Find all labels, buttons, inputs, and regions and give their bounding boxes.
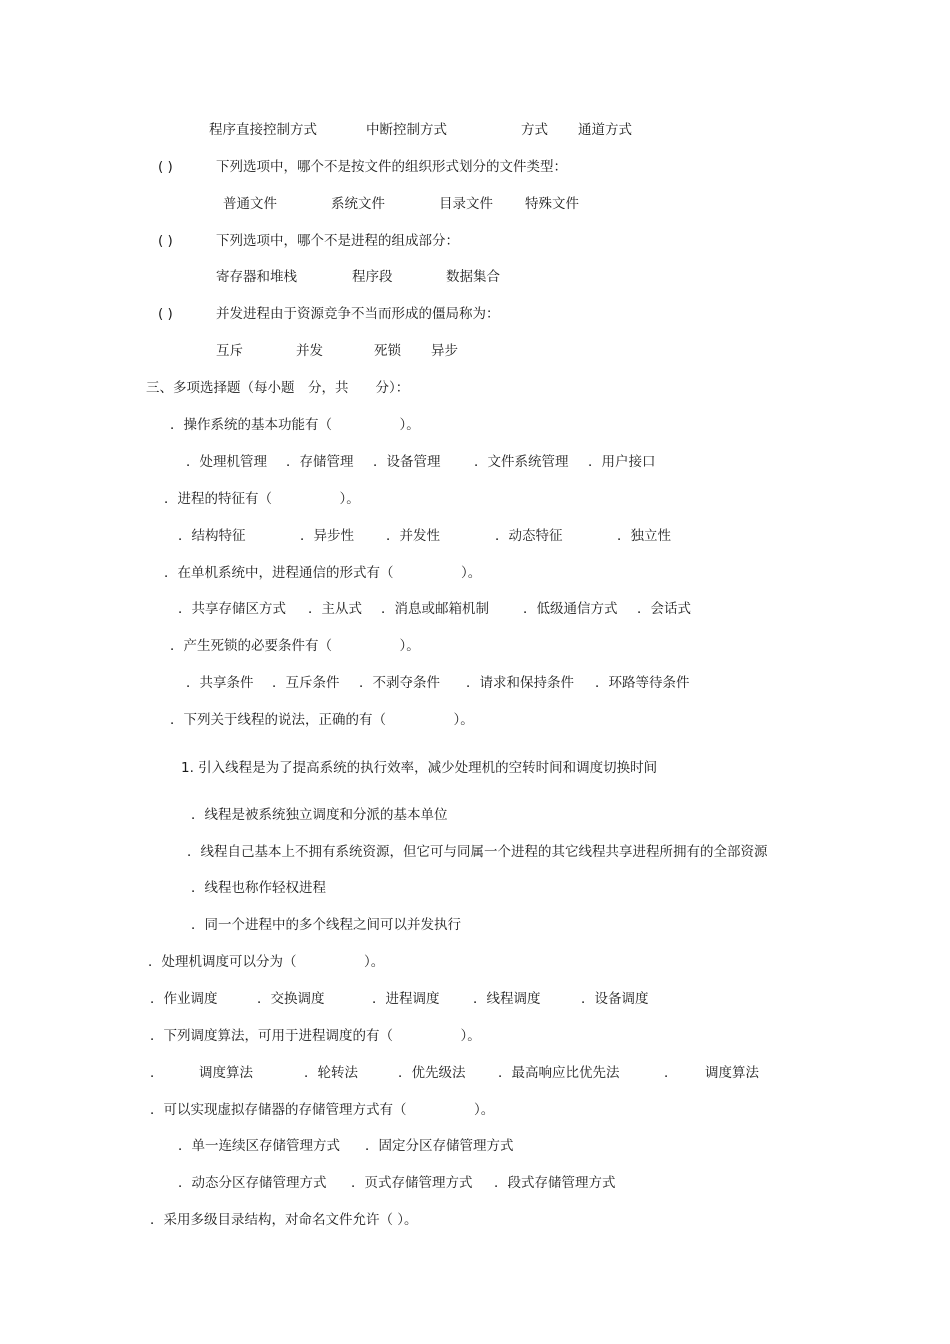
option-text: ．共享存储区方式 bbox=[178, 601, 286, 617]
question-text: 并发进程由于资源竞争不当而形成的僵局称为： bbox=[216, 306, 500, 322]
option-text: ．页式存储管理方式 bbox=[351, 1175, 473, 1191]
option-text: ．存储管理 bbox=[286, 454, 354, 470]
question-text: ．下列调度算法，可用于进程调度的有（ ）。 bbox=[150, 1028, 481, 1044]
option-text: ．单一连续区存储管理方式 bbox=[178, 1138, 340, 1154]
option-text: ．线程也称作轻权进程 bbox=[191, 880, 326, 896]
option-text: ．消息或邮箱机制 bbox=[381, 601, 489, 617]
option-text: 异步 bbox=[431, 343, 458, 359]
option-text: 寄存器和堆栈 bbox=[216, 269, 297, 285]
option-text: ．固定分区存储管理方式 bbox=[365, 1138, 514, 1154]
option-text: 普通文件 bbox=[223, 196, 277, 212]
option-text: 1. 引入线程是为了提高系统的执行效率，减少处理机的空转时间和调度切换时间 bbox=[181, 760, 658, 776]
question-text: ．处理机调度可以分为（ ）。 bbox=[148, 954, 385, 970]
option-text: 调度算法 bbox=[705, 1065, 759, 1081]
option-text: ．段式存储管理方式 bbox=[494, 1175, 616, 1191]
option-text: ．同一个进程中的多个线程之间可以并发执行 bbox=[191, 917, 461, 933]
option-text: ．处理机管理 bbox=[186, 454, 267, 470]
option-text: ．环路等待条件 bbox=[595, 675, 690, 691]
option-text: ．线程调度 bbox=[473, 991, 541, 1007]
option-text: 数据集合 bbox=[446, 269, 500, 285]
option-text: ．文件系统管理 bbox=[474, 454, 569, 470]
option-text: ．不剥夺条件 bbox=[359, 675, 440, 691]
option-text: 调度算法 bbox=[199, 1065, 253, 1081]
question-text: ．操作系统的基本功能有（ ）。 bbox=[170, 417, 420, 433]
option-text: 程序直接控制方式 bbox=[209, 122, 317, 138]
question-text: ．可以实现虚拟存储器的存储管理方式有（ ）。 bbox=[150, 1102, 495, 1118]
option-text: ．用户接口 bbox=[588, 454, 656, 470]
option-text: ．异步性 bbox=[300, 528, 354, 544]
question-text: ．进程的特征有（ ）。 bbox=[164, 491, 360, 507]
option-text: ．并发性 bbox=[386, 528, 440, 544]
option-text: ．设备调度 bbox=[581, 991, 649, 1007]
option-text: ．动态分区存储管理方式 bbox=[178, 1175, 327, 1191]
option-text: ．动态特征 bbox=[495, 528, 563, 544]
option-text: ．结构特征 bbox=[178, 528, 246, 544]
option-text: 系统文件 bbox=[331, 196, 385, 212]
option-text: ．线程自己基本上不拥有系统资源，但它可与同属一个进程的其它线程共享进程所拥有的全部资源 bbox=[187, 844, 768, 860]
option-text: ．作业调度 bbox=[150, 991, 218, 1007]
option-text: 死锁 bbox=[374, 343, 401, 359]
answer-paren: ( ) bbox=[158, 159, 173, 175]
option-text: ．优先级法 bbox=[398, 1065, 466, 1081]
question-text: 下列选项中，哪个不是按文件的组织形式划分的文件类型： bbox=[216, 159, 567, 175]
answer-paren: ( ) bbox=[158, 306, 173, 322]
option-text: 方式 bbox=[521, 122, 548, 138]
option-text: ．互斥条件 bbox=[272, 675, 340, 691]
option-text: 通道方式 bbox=[578, 122, 632, 138]
option-text: ．进程调度 bbox=[372, 991, 440, 1007]
option-text: ．线程是被系统独立调度和分派的基本单位 bbox=[191, 807, 448, 823]
question-text: ．采用多级目录结构，对命名文件允许（ ）。 bbox=[150, 1212, 418, 1228]
option-text: ．设备管理 bbox=[373, 454, 441, 470]
option-text: ．共享条件 bbox=[186, 675, 254, 691]
option-text: ．低级通信方式 bbox=[523, 601, 618, 617]
answer-paren: ( ) bbox=[158, 233, 173, 249]
option-text: 特殊文件 bbox=[525, 196, 579, 212]
option-text: ．轮转法 bbox=[304, 1065, 358, 1081]
option-text: ．主从式 bbox=[308, 601, 362, 617]
section-heading: 三、多项选择题（每小题 分，共 分）： bbox=[146, 380, 410, 396]
question-text: ．下列关于线程的说法，正确的有（ ）。 bbox=[170, 712, 474, 728]
option-text: 中断控制方式 bbox=[366, 122, 447, 138]
option-text: ．交换调度 bbox=[257, 991, 325, 1007]
question-text: ．产生死锁的必要条件有（ ）。 bbox=[170, 638, 420, 654]
question-text: ．在单机系统中，进程通信的形式有（ ）。 bbox=[164, 565, 482, 581]
option-text: ． bbox=[150, 1065, 164, 1081]
option-text: 程序段 bbox=[352, 269, 393, 285]
question-text: 下列选项中，哪个不是进程的组成部分： bbox=[216, 233, 459, 249]
option-text: ．最高响应比优先法 bbox=[498, 1065, 620, 1081]
option-text: ．独立性 bbox=[617, 528, 671, 544]
option-text: 互斥 bbox=[216, 343, 243, 359]
option-text: 并发 bbox=[296, 343, 323, 359]
option-text: ．会话式 bbox=[637, 601, 691, 617]
option-text: ．请求和保持条件 bbox=[466, 675, 574, 691]
option-text: ． bbox=[664, 1065, 678, 1081]
option-text: 目录文件 bbox=[439, 196, 493, 212]
